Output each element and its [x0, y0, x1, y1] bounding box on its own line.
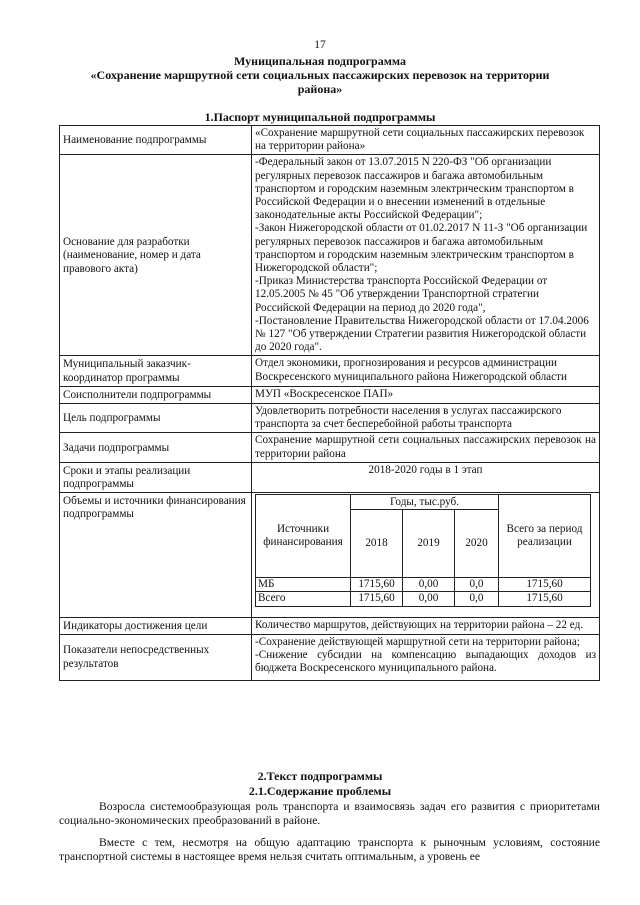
- label-goal: Цель подпрограммы: [60, 404, 252, 433]
- row-goal: [60, 404, 600, 433]
- row-terms: [60, 462, 600, 492]
- basis-item: -Постановление Правительства Нижегородской области от 17.04.2006 № 127 "Об утверждении Стратегии развития Нижегородской области до 2020 года".: [255, 314, 589, 354]
- passport-title: 1.Паспорт муниципальной подпрограммы: [204, 110, 436, 124]
- value-terms: 2018-2020 годы в 1 этап: [252, 462, 600, 492]
- paragraph-2: Вместе с тем, несмотря на общую адаптацию транспорта к рыночным условиям, состояние транспортной системы в настоящее время нельзя считать оптимальным, а уровень ее: [59, 836, 600, 864]
- label-indicators: Индикаторы достижения цели: [60, 617, 252, 634]
- row-basis: [60, 155, 600, 356]
- funding-source-header: Источники финансирования: [256, 495, 351, 578]
- label-name: Наименование подпрограммы: [60, 126, 252, 155]
- value-co-executors: МУП «Воскресенское ПАП»: [252, 386, 600, 403]
- passport-table: [59, 125, 600, 681]
- result-item: -Сохранение действующей маршрутной сети на территории района;: [255, 635, 580, 648]
- funding-2020: 0,0: [455, 592, 499, 606]
- basis-item: -Приказ Министерства транспорта Российской Федерации от 12.05.2005 № 45 "Об утверждении Транспортной стратегии Российской Федерации на период до 2020 года",: [255, 275, 548, 314]
- section2-title: 2.Текст подпрограммы: [257, 769, 383, 783]
- value-funding: [252, 493, 600, 617]
- basis-item: -Закон Нижегородской области от 01.02.2017 N 11-З "Об организации регулярных перевозок пассажиров и багажа автомобильным транспортом и городским наземным электрическим транспортом в Нижегородской области";: [255, 222, 588, 275]
- label-basis: Основание для разработки (наименование, номер и дата правового акта): [60, 155, 252, 356]
- label-tasks: Задачи подпрограммы: [60, 433, 252, 462]
- program-title-line2: «Сохранение маршрутной сети социальных пассажирских перевозок на территории: [90, 68, 550, 82]
- funding-2018: 1715,60: [351, 592, 403, 606]
- year-2019-header: 2019: [403, 510, 455, 578]
- label-terms: Сроки и этапы реализации подпрограммы: [60, 462, 252, 492]
- value-results: [252, 634, 600, 680]
- funding-2019: 0,00: [403, 592, 455, 606]
- page-number: 17: [314, 39, 326, 51]
- value-indicators: Количество маршрутов, действующих на территории района – 22 ед.: [252, 617, 600, 634]
- row-name: [60, 126, 600, 155]
- row-customer: [60, 356, 600, 386]
- section2-subtitle: 2.1.Содержание проблемы: [248, 784, 392, 798]
- value-name: «Сохранение маршрутной сети социальных пассажирских перевозок на территории района»: [252, 126, 600, 155]
- value-customer: Отдел экономики, прогнозирования и ресурсов администрации Воскресенского муниципального района Нижегородской области: [252, 356, 600, 386]
- funding-2018: 1715,60: [351, 578, 403, 592]
- year-2020-header: 2020: [455, 510, 499, 578]
- row-results: [60, 634, 600, 680]
- funding-years-header: Годы, тыс.руб.: [351, 495, 499, 510]
- program-title-line3: района»: [297, 82, 343, 96]
- row-funding: [60, 493, 600, 617]
- result-item: -Снижение субсидии на компенсацию выпадающих доходов из бюджета Воскресенского муниципального района.: [255, 649, 596, 675]
- funding-2020: 0,0: [455, 578, 499, 592]
- label-funding: Объемы и источники финансирования подпрограммы: [60, 493, 252, 617]
- funding-total: 1715,60: [499, 592, 591, 606]
- funding-table: [255, 494, 591, 606]
- paragraph-1: Возросла системообразующая роль транспорта и взаимосвязь задач его развития с приоритетами социально-экономических преобразований в районе.: [59, 800, 600, 828]
- value-basis: [252, 155, 600, 356]
- row-tasks: [60, 433, 600, 462]
- label-results: Показатели непосредственных результатов: [60, 634, 252, 680]
- funding-source: МБ: [256, 578, 351, 592]
- funding-row-total: [256, 592, 591, 606]
- funding-total-header: Всего за период реализации: [499, 495, 591, 578]
- basis-item: -Федеральный закон от 13.07.2015 N 220-ФЗ "Об организации регулярных перевозок пассажиров и багажа автомобильным транспортом и городским наземным электрическим транспортом в Российской Федерации и о внесении изменений в отдельные законодательные акты Российской Федерации";: [255, 156, 574, 222]
- year-2018-header: 2018: [351, 510, 403, 578]
- funding-row-mb: [256, 578, 591, 592]
- program-title-line1: Муниципальная подпрограмма: [234, 54, 406, 68]
- value-tasks: Сохранение маршрутной сети социальных пассажирских перевозок на территории района: [252, 433, 600, 462]
- funding-total: 1715,60: [499, 578, 591, 592]
- value-goal: Удовлетворить потребности населения в услугах пассажирского транспорта за счет бесперебойной работы транспорта: [252, 404, 600, 433]
- label-customer: Муниципальный заказчик-координатор программы: [60, 356, 252, 386]
- label-co-executors: Соисполнители подпрограммы: [60, 386, 252, 403]
- funding-source: Всего: [256, 592, 351, 606]
- funding-2019: 0,00: [403, 578, 455, 592]
- row-co-executors: [60, 386, 600, 403]
- row-indicators: [60, 617, 600, 634]
